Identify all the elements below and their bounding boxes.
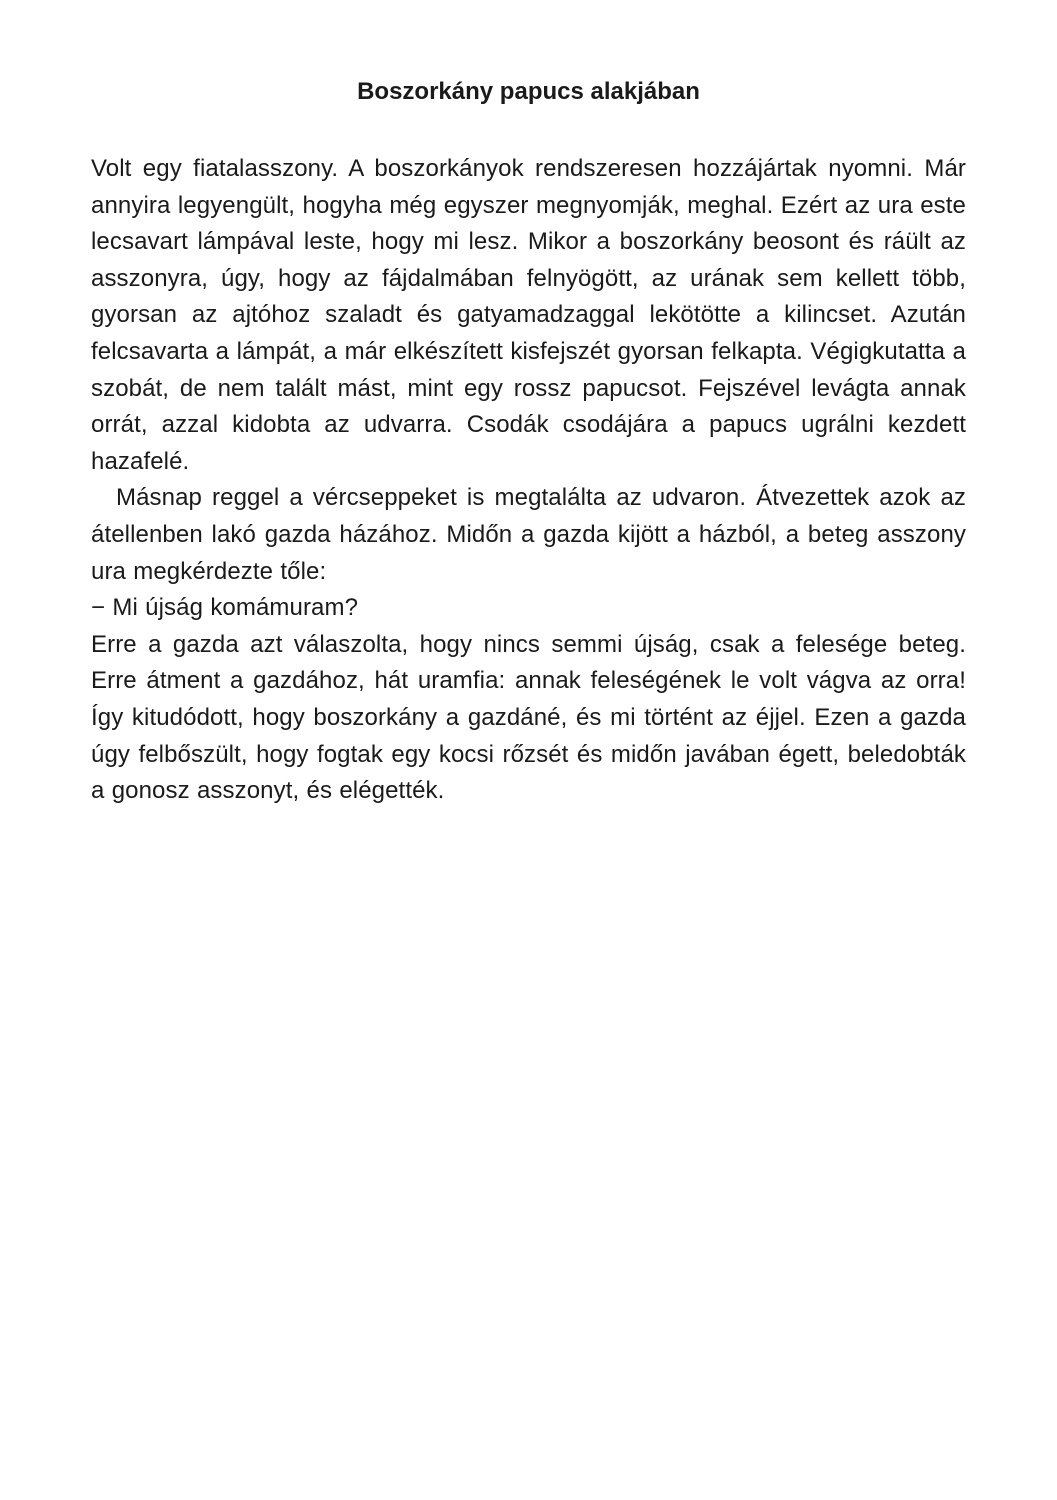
- story-text: [91, 151, 966, 810]
- story-paragraph: Volt egy fiatalasszony. A boszorkányok rendszeresen hozzájártak nyomni. Már annyira legyengült, hogyha még egyszer megnyomják, meghal. Ezért az ura este lecsavart lámpával leste, hogy mi lesz. Mikor a boszorkány beosont és ráült az asszonyra, úgy, hogy az fájdalmában felnyögött, az urának sem kellett több, gyorsan az ajtóhoz szaladt és gatyamadzaggal lekötötte a kilincset. Azután felcsavarta a lámpát, a már elkészített kisfejszét gyorsan felkapta. Végigkutatta a szobát, de nem talált mást, mint egy rossz papucsot. Fejszével levágta annak orrát, azzal kidobta az udvarra. Csodák csodájára a papucs ugrálni kezdett hazafelé.: [91, 155, 966, 475]
- document-title: Boszorkány papucs alakjában: [357, 78, 700, 105]
- story-paragraph: Másnap reggel a vércseppeket is megtalálta az udvaron. Átvezettek azok az átellenben lakó gazda házához. Midőn a gazda kijött a házból, a beteg asszony ura megkérdezte tőle:: [91, 484, 966, 585]
- story-paragraph: Erre a gazda azt válaszolta, hogy nincs semmi újság, csak a felesége beteg. Erre átment a gazdához, hát uramfia: annak feleségének le volt vágva az orra! Így kitudódott, hogy boszorkány a gazdáné, és mi történt az éjjel. Ezen a gazda úgy felbőszült, hogy fogtak egy kocsi rőzsét és midőn javában égett, beledobták a gonosz asszonyt, és elégették.: [91, 630, 966, 805]
- dialogue-line: − Mi újság komámuram?: [91, 594, 359, 622]
